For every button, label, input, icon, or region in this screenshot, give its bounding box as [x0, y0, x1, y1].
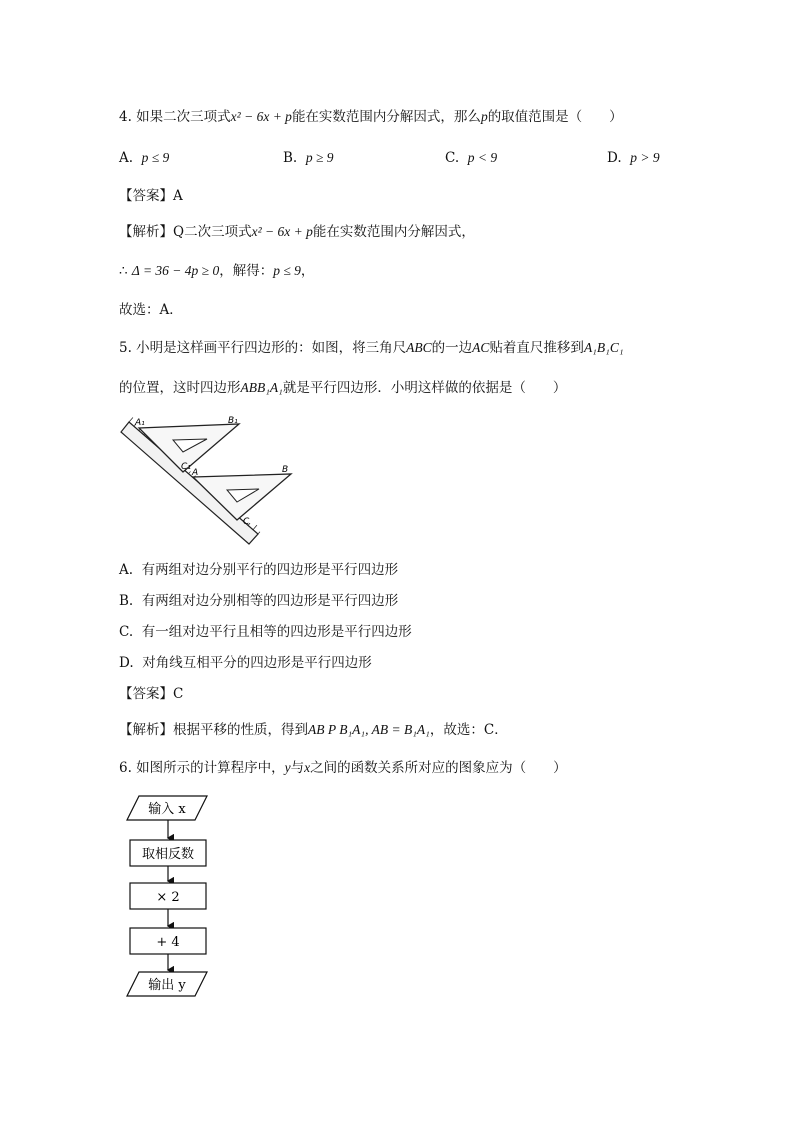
analysis-expr: Δ = 36 − 4p ≥ 0 [131, 263, 220, 278]
answer-tag: 【答案】 [119, 686, 173, 702]
q5-stem-line-1 [119, 339, 624, 357]
flow-output-label: 输出 y [148, 978, 186, 993]
label-c1: C₁ [181, 462, 191, 472]
q6-stem-text-3: 之间的函数关系所对应的图象应为（ ） [310, 760, 567, 776]
q6-stem-text-2: 与 [290, 760, 305, 776]
flow-step-times2-label: × 2 [156, 890, 180, 905]
label-a: A [192, 468, 199, 478]
q4-option-a [119, 150, 169, 166]
label-c: C [243, 517, 250, 527]
option-key: A. [119, 562, 134, 578]
because-symbol: Q [173, 224, 185, 240]
q6-stem-y: y [284, 760, 291, 775]
option-text: p ≥ 9 [305, 150, 334, 165]
q4-stem-text-3: 的取值范围是（ ） [487, 109, 623, 125]
q5-stem-text-5: 就是平行四边形．小明这样做的依据是（ ） [282, 380, 567, 396]
flow-step-negate-label: 取相反数 [141, 847, 195, 862]
q4-option-b [283, 150, 333, 166]
q5-stem-text-2: 的一边 [431, 340, 473, 356]
analysis-text: ，解得： [219, 263, 274, 279]
analysis-tag: 【解析】 [119, 722, 173, 738]
q5-stem-abc: ABC [406, 340, 432, 355]
option-text: 有一组对边平行且相等的四边形是平行四边形 [141, 624, 412, 640]
option-text: 对角线互相平分的四边形是平行四边形 [142, 655, 372, 671]
q4-option-d [607, 150, 660, 166]
q5-option-b [119, 592, 398, 610]
analysis-tag: 【解析】 [119, 224, 173, 240]
option-key: D. [607, 150, 622, 166]
answer-tag: 【答案】 [119, 188, 173, 204]
analysis-text-2: 能在实数范围内分解因式， [312, 224, 475, 240]
option-text: 有两组对边分别相等的四边形是平行四边形 [141, 593, 399, 609]
q6-stem-text: 6. 如图所示的计算程序中， [119, 760, 285, 776]
option-text: p > 9 [630, 150, 660, 165]
analysis-text-2: ，故选：C． [429, 722, 508, 738]
analysis-result: p ≤ 9 [273, 263, 301, 278]
option-key: A. [119, 150, 134, 166]
q4-stem-expr: x² − 6x + p [230, 109, 292, 124]
option-text: 有两组对边分别平行的四边形是平行四边形 [141, 562, 399, 578]
analysis-text: 二次三项式 [184, 224, 252, 240]
q5-stem-text-4: 的位置，这时四边形 [119, 380, 241, 396]
option-key: B. [119, 593, 134, 609]
q4-stem-var: p [480, 109, 488, 124]
q6-stem [119, 759, 567, 777]
q4-stem-text-2: 能在实数范围内分解因式，那么 [291, 109, 481, 125]
option-key: C. [119, 624, 134, 640]
analysis-expr: AB P B₁A₁, AB = B₁A₁ [308, 722, 430, 737]
analysis-expr: x² − 6x + p [251, 224, 313, 239]
q5-stem-a1b1c1: A₁B₁C₁ [583, 340, 624, 355]
flow-step-plus4-label: + 4 [156, 935, 180, 950]
label-a1: A₁ [135, 418, 145, 428]
q5-stem-quad: ABB₁A₁ [240, 380, 283, 395]
q6-flowchart [125, 792, 215, 1002]
option-key: D. [119, 655, 134, 671]
q5-figure [115, 412, 289, 550]
answer-value: A [173, 188, 183, 204]
q5-answer [119, 685, 183, 703]
q5-analysis [119, 721, 508, 739]
option-text: p ≤ 9 [141, 150, 170, 165]
conclusion-text: 故选：A． [119, 302, 183, 318]
option-text: p < 9 [467, 150, 498, 165]
q5-stem-text-3: 贴着直尺推移到 [489, 340, 584, 356]
q6-stem-x: x [304, 760, 311, 775]
therefore-symbol: ∴ [119, 263, 128, 279]
q4-analysis-line-2 [119, 262, 314, 280]
q4-answer [119, 187, 183, 205]
analysis-text-2: ， [300, 263, 315, 279]
option-key: B. [283, 150, 298, 166]
q5-stem-line-2 [119, 379, 566, 397]
q5-stem-text: 5. 小明是这样画平行四边形的：如图，将三角尺 [119, 340, 407, 356]
q5-option-c [119, 623, 412, 641]
answer-value: C [173, 686, 184, 702]
q5-stem-ac: AC [472, 340, 490, 355]
option-key: C. [445, 150, 460, 166]
analysis-text: 根据平移的性质，得到 [173, 722, 308, 738]
q4-conclusion [119, 301, 183, 319]
q4-stem-text: 4. 如果二次三项式 [119, 109, 231, 125]
q5-option-d [119, 654, 372, 672]
flow-input-label: 输入 x [148, 802, 186, 817]
q5-option-a [119, 561, 398, 579]
q4-option-c [445, 150, 497, 166]
q4-stem [119, 108, 623, 126]
q4-analysis-line-1 [119, 223, 475, 241]
label-b1: B₁ [228, 416, 238, 426]
label-b: B [282, 465, 289, 475]
